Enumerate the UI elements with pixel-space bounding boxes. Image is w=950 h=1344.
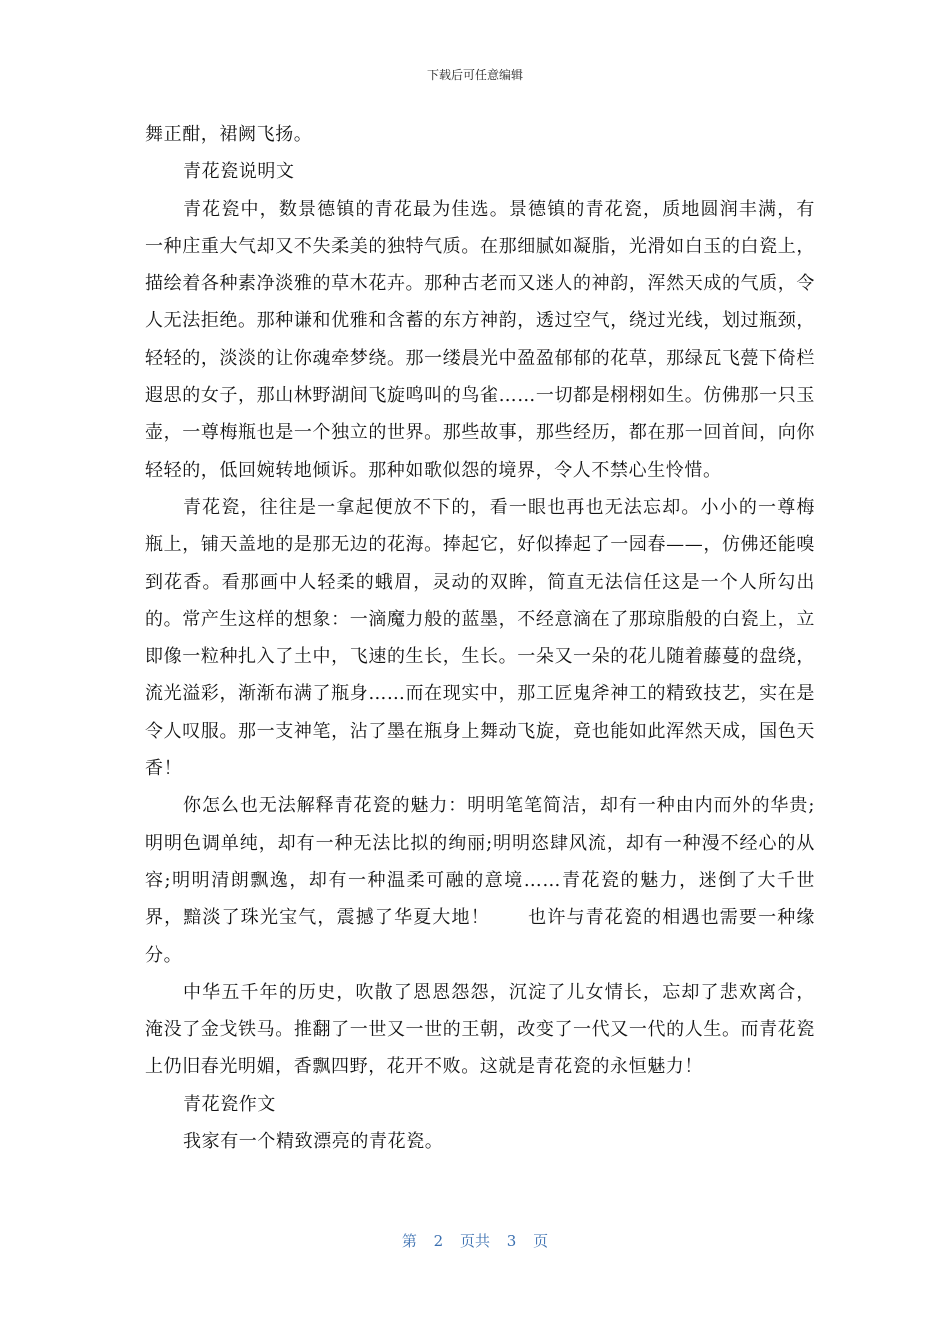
- paragraph-continuation: 舞正酣，裙阙飞扬。: [145, 124, 313, 145]
- paragraph: 青花瓷中，数景德镇的青花最为佳选。景德镇的青花瓷，质地圆润丰满，有一种庄重大气却又不失柔美的独特气质。在那细腻如凝脂，光滑如白玉的白瓷上，描绘着各种素净淡雅的草木花卉。那种古老而又迷人的神韵，浑然天成的气质，令人无法拒绝。那种谦和优雅和含蓄的东方神韵，透过空气，绕过光线，划过瓶颈，轻轻的，淡淡的让你魂牵梦绕。那一缕晨光中盈盈郁郁的花草，那绿瓦飞甍下倚栏遐思的女子，那山林野湖间飞旋鸣叫的鸟雀……一切都是栩栩如生。仿佛那一只玉壶，一尊梅瓶也是一个独立的世界。那些故事，那些经历，都在那一回首间，向你轻轻的，低回婉转地倾诉。那种如歌似怨的境界，令人不禁心生怜惜。: [145, 198, 815, 481]
- page-header: 下载后可任意编辑: [426, 68, 523, 82]
- paragraph: 你怎么也无法解释青花瓷的魅力：明明笔笔简洁，却有一种由内而外的华贵;明明色调单纯，却有一种无法比拟的绚丽;明明恣肆风流，却有一种漫不经心的从容;明明清朗飘逸，却有一种温柔可融的意境……青花瓷的魅力，迷倒了大千世界，黯淡了珠光宝气，震撼了华夏大地！ 也许与青花瓷的相遇也需要一种缘分。: [145, 795, 815, 966]
- paragraph: 我家有一个精致漂亮的青花瓷。: [183, 1131, 444, 1153]
- section-heading-explanatory: 青花瓷说明文: [183, 161, 295, 183]
- document-body: [145, 116, 815, 1160]
- section-heading-essay: 青花瓷作文: [183, 1093, 276, 1115]
- page-footer: 第 2 页共 3 页: [401, 1232, 549, 1250]
- paragraph: 青花瓷，往往是一拿起便放不下的，看一眼也再也无法忘却。小小的一尊梅瓶上，铺天盖地的是那无边的花海。捧起它，好似捧起了一园春——，仿佛还能嗅到花香。看那画中人轻柔的蛾眉，灵动的双眸，简直无法信任这是一个人所勾出的。常产生这样的想象：一滴魔力般的蓝墨，不经意滴在了那琼脂般的白瓷上，立即像一粒种扎入了土中，飞速的生长，生长。一朵又一朵的花儿随着藤蔓的盘绕，流光溢彩，渐渐布满了瓶身……而在现实中，那工匠鬼斧神工的精致技艺，实在是令人叹服。那一支神笔，沾了墨在瓶身上舞动飞旋，竟也能如此浑然天成，国色天香！: [145, 496, 815, 780]
- paragraph: 中华五千年的历史，吹散了恩恩怨怨，沉淀了儿女情长，忘却了悲欢离合，淹没了金戈铁马。推翻了一世又一世的王朝，改变了一代又一代的人生。而青花瓷上仍旧春光明媚，香飘四野，花开不败。这就是青花瓷的永恒魅力！: [145, 981, 815, 1078]
